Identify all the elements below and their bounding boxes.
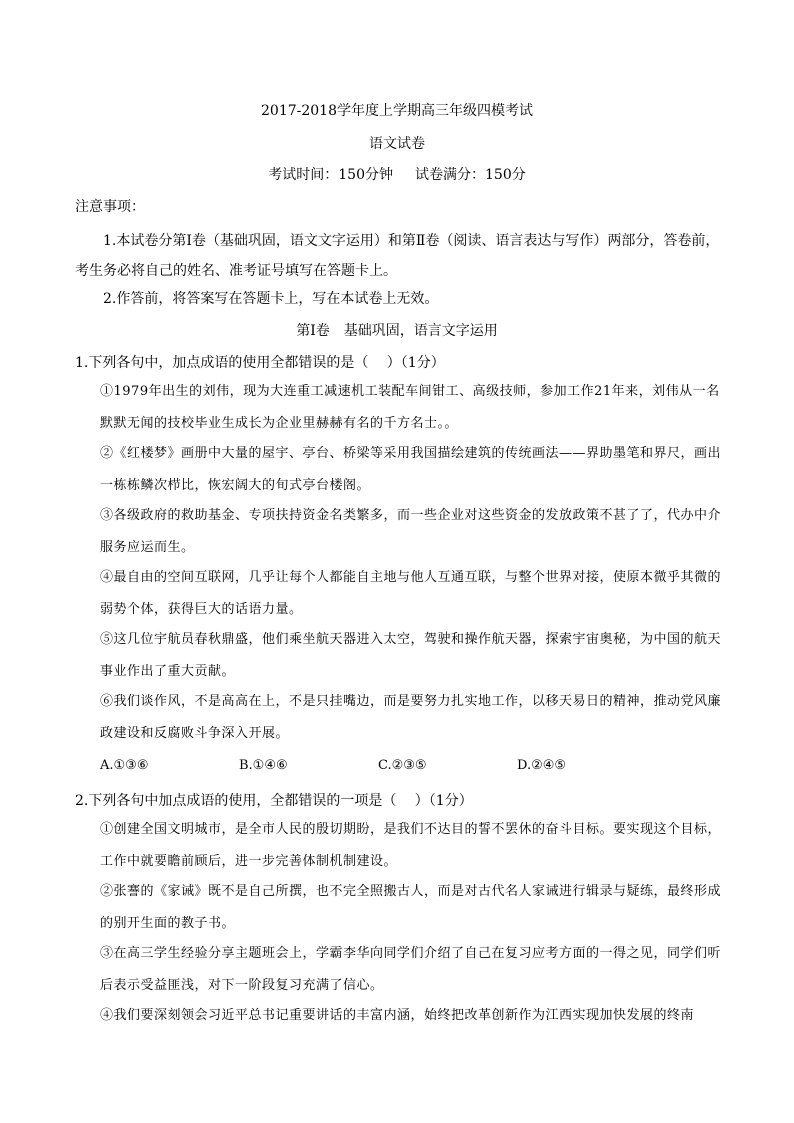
choice-d: D.②④⑤	[517, 758, 567, 773]
exam-time: 考试时间：150分钟	[268, 167, 393, 183]
question-2-stem: 2.下列各句中加点成语的使用，全都错误的一项是（ ）（1分）	[75, 793, 473, 809]
question-1-option-5: ⑤这几位宇航员春秋鼎盛，他们乘坐航天器进入太空，驾驶和操作航天器，探索宇宙奥秘，为中国的航天事业作出了重大贡献。	[100, 632, 722, 679]
note-item-2: 2.作答前，将答案写在答题卡上，写在本试卷上无效。	[103, 291, 439, 307]
question-1-option-1: ①1979年出生的刘伟，现为大连重工减速机工装配车间钳工、高级技师，参加工作21年来，刘伟从一名默默无闻的技校毕业生成长为企业里赫赫有名的千方名士。。	[100, 384, 720, 431]
question-1-option-6: ⑥我们谈作风，不是高高在上，不是只挂嘴边，而是要努力扎实地工作，以移天易日的精神，推动党风廉政建设和反腐败斗争深入开展。	[100, 694, 722, 741]
question-2-option-1: ①创建全国文明城市，是全市人民的殷切期盼，是我们不达目的誓不罢休的奋斗目标。要实现这个目标，工作中就要瞻前顾后，进一步完善体制机制建设。	[100, 822, 722, 869]
question-1-stem: 1.下列各句中，加点成语的使用全都错误的是（ ）（1分）	[75, 355, 445, 371]
choice-c: C.②③⑤	[378, 758, 427, 773]
choice-b: B.①④⑥	[239, 758, 288, 773]
question-1-option-2: ②《红楼梦》画册中大量的屋宇、亭台、桥梁等采用我国描绘建筑的传统画法——界助墨笔和界尺，画出一栋栋鳞次栉比，恢宏阔大的旬式亭台楼阁。	[100, 446, 722, 493]
exam-title: 2017-2018学年度上学期高三年级四模考试	[261, 103, 533, 119]
question-2-option-4: ④我们要深刻领会习近平总书记重要讲话的丰富内涵，始终把改革创新作为江西实现加快发展的终南	[100, 1008, 695, 1023]
exam-subject: 语文试卷	[369, 136, 425, 152]
question-1-option-3: ③各级政府的救助基金、专项扶持资金名类繁多，而一些企业对这些资金的发放政策不甚了了，代办中介服务应运而生。	[100, 508, 722, 555]
note-item-1: 1.本试卷分第Ⅰ卷（基础巩固，语文文字运用）和第Ⅱ卷（阅读、语言表达与写作）两部分，答卷前，考生务必将自己的姓名、准考证号填写在答题卡上。	[75, 233, 720, 279]
question-1-choices	[100, 758, 700, 773]
section-title: 第Ⅰ卷 基础巩固，语言文字运用	[296, 323, 498, 339]
question-2-option-2: ②张謇的《家诫》既不是自己所撰，也不完全照搬古人，而是对古代名人家诫进行辑录与疑练，最终形成的别开生面的教子书。	[100, 884, 722, 931]
exam-score: 试卷满分：150分	[415, 167, 526, 183]
question-2-option-3: ③在高三学生经验分享主题班会上，学霸李华向同学们介绍了自己在复习应考方面的一得之见，同学们听后表示受益匪浅，对下一阶段复习充满了信心。	[100, 946, 722, 993]
exam-meta	[0, 164, 794, 184]
choice-a: A.①③⑥	[100, 758, 149, 773]
notes-heading: 注意事项：	[75, 199, 145, 215]
question-1-option-4: ④最自由的空间互联网，几乎让每个人都能自主地与他人互通互联，与整个世界对接，使原本微乎其微的弱势个体，获得巨大的话语力量。	[100, 570, 722, 617]
